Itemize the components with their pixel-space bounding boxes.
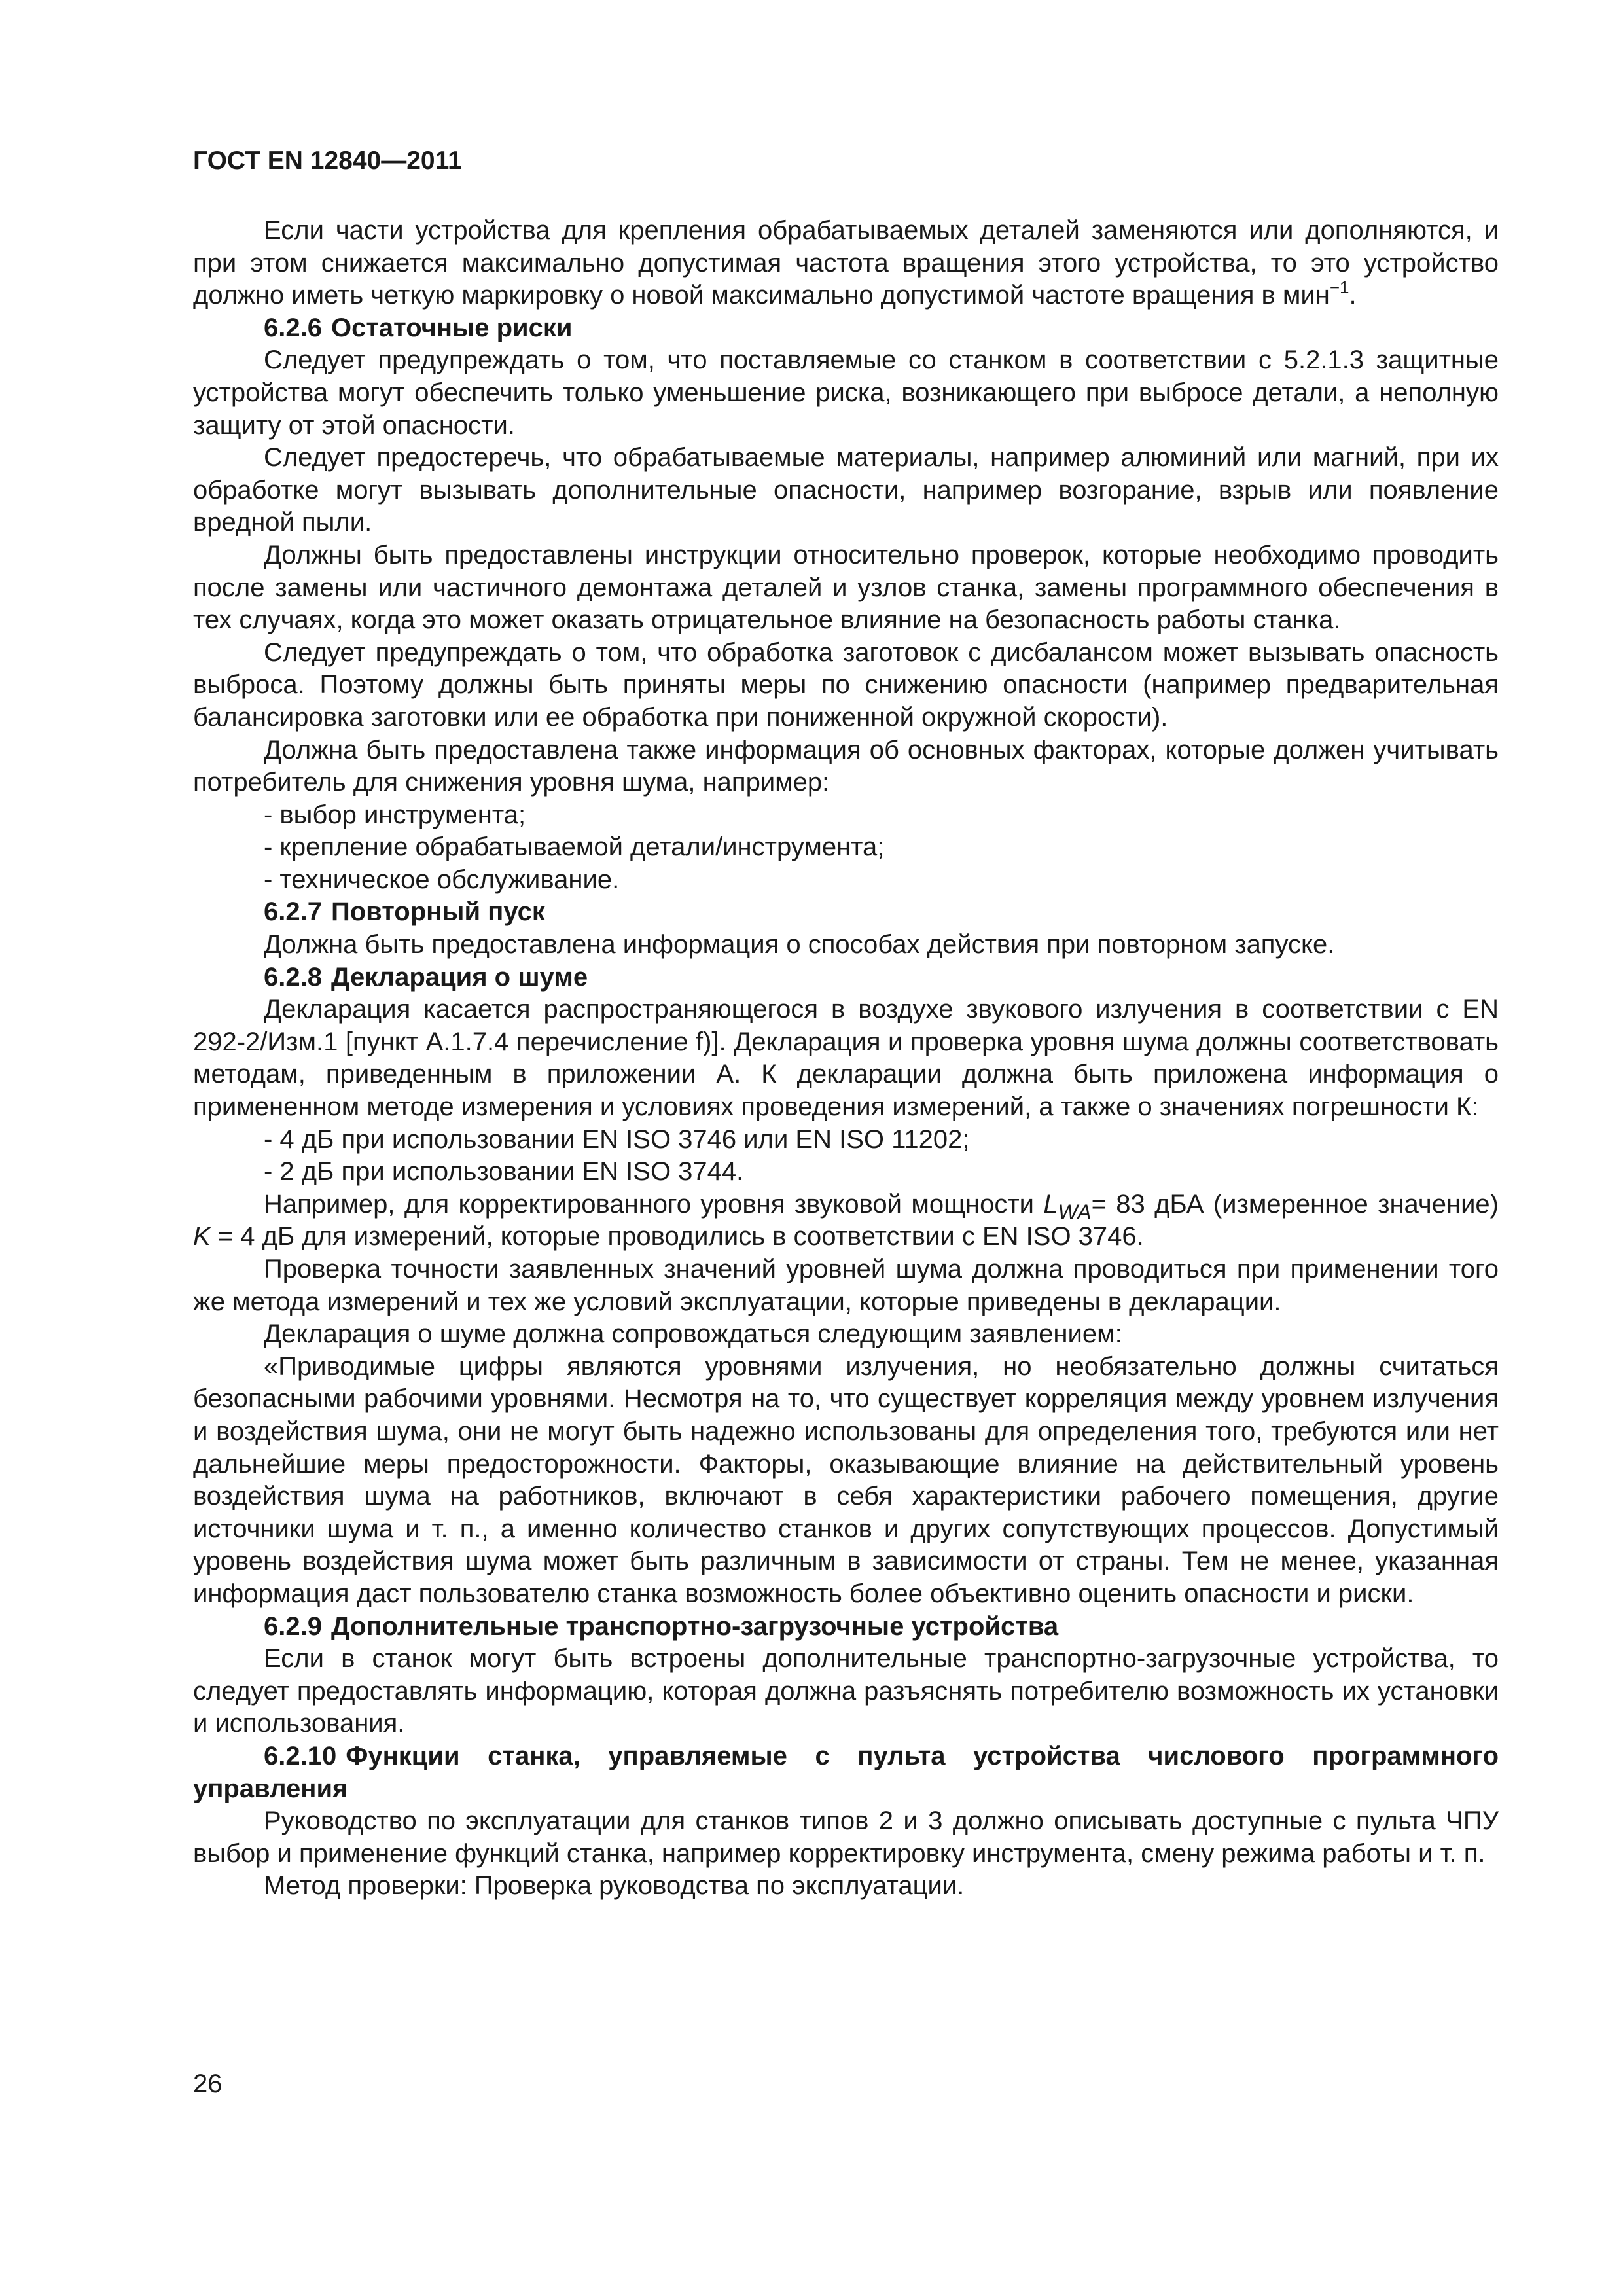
paragraph: Метод проверки: Проверка руководства по эксплуатации. (264, 1871, 965, 1901)
section-heading-6-2-9 (193, 1611, 1499, 1643)
section-title: Повторный пуск (330, 897, 545, 927)
section-heading-6-2-8 (193, 961, 1499, 994)
example-text: Например, для корректированного уровня звуковой мощности (264, 1189, 1044, 1219)
intro-text: Если части устройства для крепления обрабатываемых деталей заменяются или дополняются, и при этом снижается максимально допустимая частота вращения этого устройства, то это устройство должно иметь четкую маркировку о новой максимально допустимой частоте вращения в мин (193, 216, 1499, 310)
example-text: = 4 дБ для измерений, которые проводились в соответствии с EN ISO 3746. (210, 1222, 1144, 1251)
section-heading-6-2-7 (193, 896, 1499, 929)
quoted-statement: «Приводимые цифры являются уровнями излучения, но необязательно должны считаться безопасными рабочими уровнями. Несмотря на то, что существует корреляция между уровнем излучения и воздействия шума, они не могут быть надежно использованы для определения того, требуются или нет дальнейшие меры предосторожности. Факторы, оказывающие влияние на действительный уровень воздействия шума на работников, включают в себя характеристики рабочего помещения, другие источники шума и т. п., а именно количество станков и других сопутствующих процессов. Допустимый уровень воздействия шума может быть различным в зависимости от страны. Тем не менее, указанная информация даст пользователю станка возможность более объективно оценить опасности и риски. (193, 1352, 1499, 1608)
section-number: 6.2.6 (264, 313, 322, 342)
paragraph: Должна быть предоставлена также информация об основных факторах, которые должен учитывать потребитель для снижения уровня шума, например: (193, 735, 1499, 797)
formula-subscript (1058, 1200, 1092, 1224)
section-number: 6.2.10 (264, 1741, 337, 1770)
intro-end: . (1349, 281, 1357, 310)
paragraph: Следует предупреждать о том, что поставляемые со станком в соответствии с 5.2.1.3 защитные устройства могут обеспечить только уменьшение риска, возникающего при выбросе детали, а неполную защиту от этой опасности. (193, 346, 1499, 440)
section-title: Остаточные риски (330, 313, 573, 342)
document-body (193, 215, 1499, 1903)
formula-subscript-text: WA (1058, 1200, 1092, 1224)
document-page (193, 145, 1499, 1903)
list-item: - 2 дБ при использовании EN ISO 3744. (264, 1157, 744, 1187)
paragraph: Если в станок могут быть встроены дополнительные транспортно-загрузочные устройства, то следует предоставлять информацию, которая должна разъяснять потребителю возможность их установки и использования. (193, 1644, 1499, 1738)
paragraph: Следует предостеречь, что обрабатываемые материалы, например алюминий или магний, при их обработке могут вызывать дополнительные опасности, например возгорание, взрыв или появление вредной пыли. (193, 443, 1499, 537)
section-title: Декларация о шуме (330, 962, 588, 992)
list-item: - крепление обрабатываемой детали/инструмента; (264, 833, 885, 862)
section-title: Функции станка, управляемые с пульта устройства числового программного управления (193, 1741, 1499, 1803)
paragraph: Следует предупреждать о том, что обработка заготовок с дисбалансом может вызывать опасность выброса. Поэтому должны быть приняты меры по снижению опасности (например предварительная балансировка заготовки или ее обработка при пониженной окружной скорости). (193, 637, 1499, 732)
section-number: 6.2.7 (264, 897, 322, 927)
example-paragraph (193, 1189, 1499, 1253)
paragraph: Декларация о шуме должна сопровождаться следующим заявлением: (264, 1319, 1122, 1349)
paragraph: Руководство по эксплуатации для станков типов 2 и 3 должно описывать доступные с пульта ЧПУ выбор и применение функций станка, например корректировку инструмента, смену режима работы и т. п. (193, 1806, 1499, 1868)
list-item: - 4 дБ при использовании EN ISO 3746 или EN ISO 11202; (264, 1124, 970, 1154)
intro-paragraph (193, 215, 1499, 312)
section-number: 6.2.8 (264, 962, 322, 992)
paragraph: Должны быть предоставлены инструкции относительно проверок, которые необходимо проводить после замены или частичного демонтажа деталей и узлов станка, замены программного обеспечения в тех случаях, когда это может оказать отрицательное влияние на безопасность работы станка. (193, 540, 1499, 635)
intro-superscript: −1 (1329, 278, 1349, 298)
paragraph: Проверка точности заявленных значений уровней шума должна проводиться при применении того же метода измерений и тех же условий эксплуатации, которые приведены в декларации. (193, 1255, 1499, 1316)
page-number: 26 (193, 2070, 223, 2098)
section-number: 6.2.9 (264, 1611, 322, 1641)
section-title: Дополнительные транспортно-загрузочные устройства (330, 1611, 1059, 1641)
uncertainty-list (193, 1124, 1499, 1189)
noise-factors-list (193, 799, 1499, 897)
formula-symbol: L (1043, 1189, 1058, 1219)
section-heading-6-2-6 (193, 312, 1499, 345)
section-heading-6-2-10 (193, 1740, 1499, 1805)
list-item: - выбор инструмента; (264, 800, 526, 829)
formula-symbol: K (193, 1222, 211, 1251)
paragraph: Должна быть предоставлена информация о способах действия при повторном запуске. (264, 930, 1335, 960)
example-text: = 83 дБА (измеренное значение) (1091, 1189, 1499, 1219)
list-item: - техническое обслуживание. (264, 865, 620, 894)
paragraph: Декларация касается распространяющегося в воздухе звукового излучения в соответствии с EN 292-2/Изм.1 [пункт А.1.7.4 перечисление f)]. Декларация и проверка уровня шума должны соответствовать методам, приведенным в приложении А. К декларации должна быть приложена информация о примененном методе измерения и условиях проведения измерений, а также о значениях погрешности К: (193, 995, 1499, 1122)
document-header: ГОСТ EN 12840—2011 (193, 147, 462, 175)
